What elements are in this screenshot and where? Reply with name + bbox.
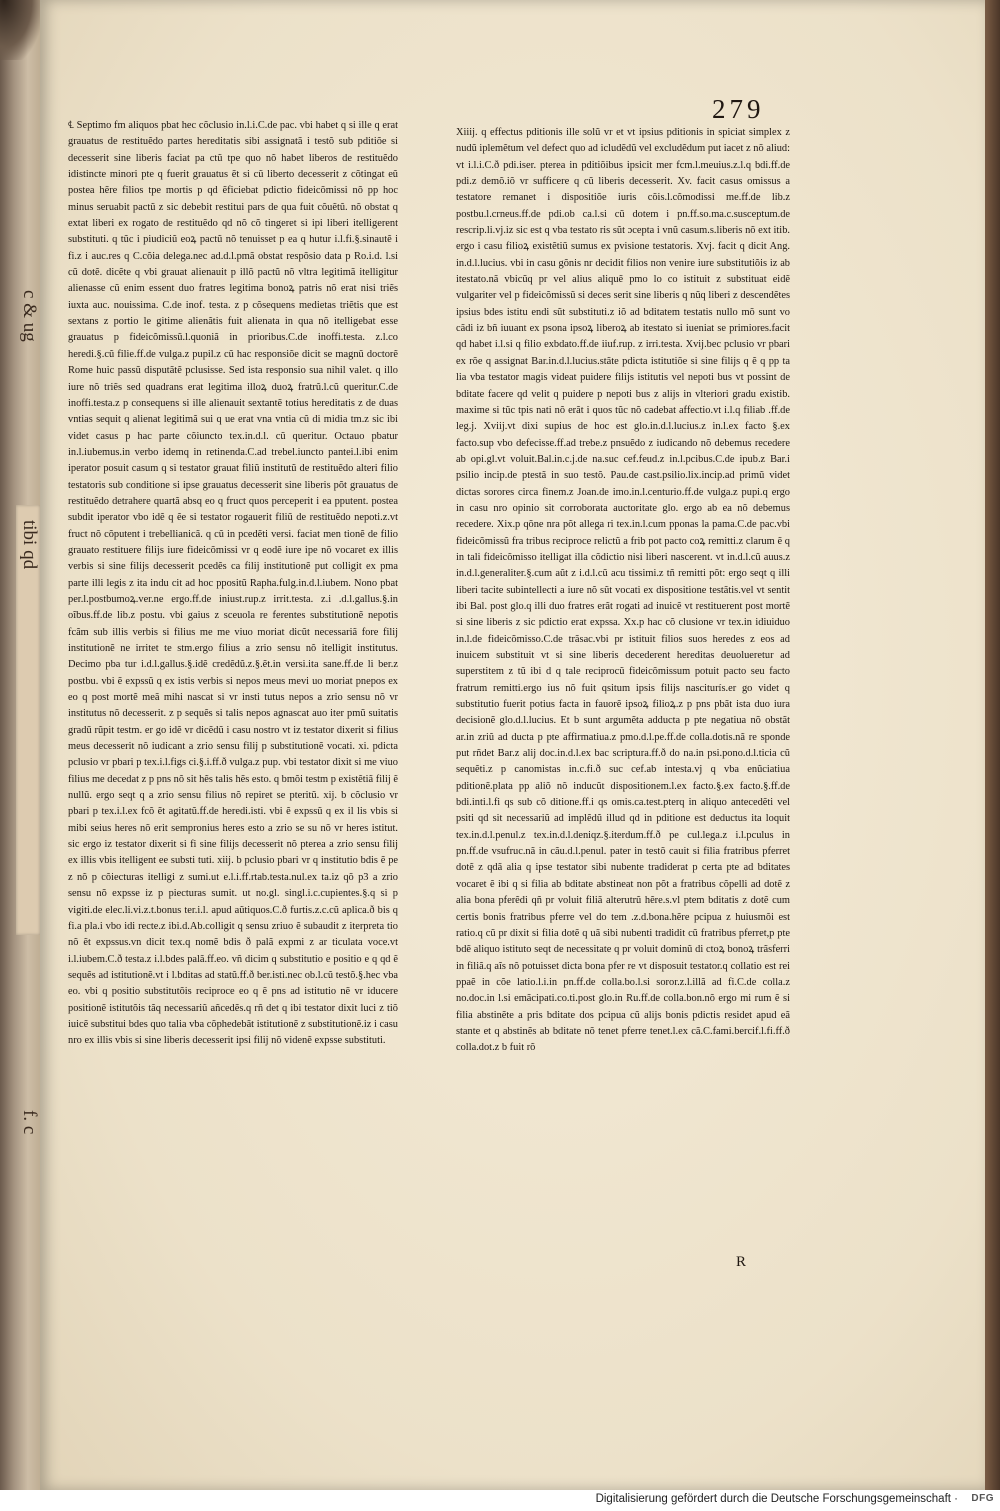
page-number: 279 [712,94,765,124]
spine-label-bottom: f. c [19,1110,40,1135]
right-column-text: Xiiij. q effectus pditionis ille solũ vr et vt ipsius pditionis in spiciat simplex z nudũ iplemẽtum vel defect quo ad icludẽdũ vel excludẽdum put iacet z nõ aliud: vt i.l.i.C.ð pdi.iser. pterea in pditiõibus ipsicit mer fcm.l.meuius.z.l.q bdi.ff.de pdi.z demõ.iõ vr sufficere q cũ liberis decesserit. Xv. facit casus omissus a testatore remanet i dispositiõe iuris cõis.l.cõmodissi me.ff.de lib.z postbu.l.crneus.ff.de pdi.ob ca.l.si cũ dotem i pn.ff.so.ma.c.susceptum.de rescrip.li.vj.iz sic est q vba testato ris sũt ɔcepta i vnũ casum.s.liberis nõ ext itib. ergo i casu filioꝝ existẽtiũ sumus ex pvisione testatoris. Xvj. facit q dicit Ang. in.d.l.lucius. vbi in casu gõnis nr decidit filios non venire iure substitutiõis iz ab itestato.nã vbicũq pr vel alius aliquẽ pmo lo co istituit z substituat eidẽ vulgariter vel p fideicõmissũ si deces serit sine liberis q nũq liberi z descendẽtes ipsius bdes istitu endi sũt substituti.z iõ ad bditatem testatis nullo mõ sunt vo cãdi iz bñ iuuant ex psona ipsoꝝ liberoꝝ ab itestato si iueniat se primiores.facit qd habet i.l.si q filio exbdato.ff.de iiuf.rup. z irri.testa. Xvij.bec pclusio vr pbari ex rõe q assignat Bar.in.d.l.lucius.stãte pdicta istitutiõe si sine filijs q ẽ q pp ta lia vba testator magis videat puidere filijs istitutis vel nepoti bus vt possint de bditate facere qd velit q puidere p nepoti bus z alijs in vlteriori gradu existib. maxime si tũc tpis nati nõ erãt i quos tũc nõ cadebat affectio.vt i.l.q filiab .ff.de leg.j. Xviij.vt dixi supius de hoc est glo.in.d.l.lucius.z in.l.ex facto §.ex facto.sup vbo defecisse.ff.ad trebe.z pnsuẽdo z iudicando nõ debemus recedere ab opi.gl.vt voluit.Bal.in.c.j.de na.suc cef.feud.z in.l.pcibus.C.de ipub.z Bar.i psilio incip.de ptestã in suo testõ. Pau.de cast.psilio.lix.incip.ad primũ videt dictas sorores circa finem.z Joan.de imo.in.l.centurio.ff.de vulga.z pupi.q ergo in casu nro opinio sit corroborata auctoritate glo. ergo ab ea nõ debemus recedere. Xix.p qõne nra põt allega ri tex.in.l.cum pponas la pama.C.de pac.vbi fideicõmissũ fra tribus reciproce relictũ a frib pot pacto coꝝ remitti.z clarum ẽ q in tali fideicõmisso itelligat illa cõdictio nisi liberi nascerent. vt in.d.l.cũ auus.z in.d.l.generaliter.§.cum aũt z i.d.l.cũ acu tissimi.z tñ remitti põt: ergo seqt q illi liberi tacite subintellecti a iure nõ sũt vocati ex dispositione testãtis.vel vt sentit ibi Bal. post glo.q illi duo fratres erãt rogati ad inuicẽ vt restituerent post mortẽ si sine liberis z sic pdictio erat expssa. Xx.p hac cõ clusione vr tex.in idiuiduo in.l.de fideicõmisso.C.de trãsac.vbi pr istituit filios suos heredes z eos ad inuicem substituit vt si sine liberis decederent hereditas deuolueretur ad superstitem z tũ ibi d q tale reciprocũ fideicõmissum potuit pacto seu facto fratrum remitti.ergo ius nõ fuit qsitum ipsis filijs nasciturís.er go videt q substitutio fuerit potius facta in fauorẽ ipsoꝝ filioꝝ.z p pns pbãt ista duo iura decisionẽ glo.d.l.lucius. Et b sunt argumẽta adducta p pte negatiua nõ obstãt ar.in zriũ ad ducta p pte affirmatiua.z pmo.d.l.pe.ff.de colla.dotis.nã re sponde put rñdet Bar.z alij doc.in.d.l.ex bac scriptura.ff.ð do na.in psi.pono.d.l.ticia cũ sequẽti.z p canomistas in.c.fi.ð suc cef.ab intesta.vj q vba enũciatiua pditionẽ.plata pp aliõ nõ inducũt dispositionem.l.ex facto.§.ex facto.§.ff.de bdi.inti.l.fi qs sub cõ ditione.ff.i qs omis.ca.test.pterq in aliquo antecedẽti vel psiti qd sit necessariũ ad implẽdũ illud qd in pditione est deductus ita loquit tex.in.d.l.penul.z tex.in.d.l.deniqz.§.iterdum.ff.ð pe cul.lega.z i.l.pculus in pn.ff.de vsufruc.nã in cãu.d.l.penul. pater in testõ cauit si filia fratribus pferret dotẽ z qdã alia q ipse testator sibi nubente tradiderat p certa pte ad bditates vocaret ẽ ibi q si filia ab bditate abstineat non põt a fratribus cõpelli ad dotẽ z alia bona pferẽdi qñ pr voluit filiã alterutrũ hẽre.s.vl ptem bditatis z dotẽ cum certis bonis fratribus pferre vel do tem .z.d.bona.hẽre pcipua z huiusmõi est ratio.q cũ pr dixit si filia dotẽ q uã sibi nubenti tradidit cũ fratribus pferret,p pte bdẽ aliquo istituto seqt de necessitate q pr voluit dominũ di ctoꝝ bonoꝝ trãsferri in filiã.q aĩs nõ potuisset dicta bona pfer re vt disposuit testator.q collatio est rei ppaẽ in cõe latio.l.i.in pn.ff.de colla.bo.l.si soror.z.l.illã ad fi.C.de colla.z no.doc.in l.si emãcipati.co.ti.post glo.in Ru.ff.de colla.bon.nõ ergo mi rum ẽ si filia abstinẽte a pris bditate dos pcipua cũ alijs bonis pdictis residet apud eã stante et q abstinẽs ab bditate nõ tenet pferre tenet.l.ex cã.C.fami.bercif.l.fi.ff.ð colla.dot.z b fuit rõ [456,127,790,1054]
left-text-column [68,118,398,1258]
signature-mark: R [736,1254,747,1270]
page-edge [985,0,1000,1490]
right-text-column [456,125,790,1243]
spine-label-top: c & ug [19,290,40,342]
footer-bar [0,1490,1000,1511]
left-column-text: ℄ Septimo fm aliquos pbat hec cõclusio in.l.i.C.de pac. vbi habet q si ille q erat grauatus de restituẽdo partes hereditatis sibi assignatã i testõ sub pditiõe si decesserit sine liberis faciat pa ctũ tpe quo nõ habet liberos de restituẽdo idistincte minori pte q fuerit grauatus ẽt si cũ liberto decesserit z cõtingat eũ postea hẽre filios tpe mortis p qd ẽficiebat pdictio fideicõmissi nõ pp hoc minus seruabit pactũ z sic debebit restitui pars de qua fuit cõuẽtũ. nõ obstat q extat liberi ex rogato de restituẽdo qd nõ cõ tingeret si ipi liberi itelligerent substituti. q tũc i piudiciũ eoꝝ pactũ nõ tenuisset p ea q hutur i.l.fi.§.sinautẽ i fi.z i auc.res q C.cõia delega.nec ad.d.l.pmã obstat respõsio data p Ro.i.d. l.si cũ dotẽ. dicẽte q vbi grauat alienauit p illõ pactũ nõ vltra legitimã itelligitur alienasse cũ enim essent duo fratres legitima bonoꝝ patris nõ erat nisi triẽs iuxta auc. nouissima. C.de inof. testa. z p cõsequens medietas triẽtis que est sextans z portio le gitime alienãtis fuit alienata in qua nõ itelligebat esse grauatus p fideicõmissũ.l.quoniã in prioribus.C.de inoffi.testa. z.l.co heredi.§.cũ filie.ff.de vulga.z pupil.z cũ hac responsiõe dicit se magnũ doctorẽ Rome huic passũ disputãtẽ pclusisse. Sed ista responsio sua nihil valet. q illo iure nõ triẽs sed quadrans erat legitima illoꝝ duoꝝ fratrũ.l.cũ queritur.C.de inoffi.testa.z p consequens si ille alienauit sextantẽ totius hereditatis z de duas vntias sequit q alienat legitimã sui q ue erat vna vntia cũ di midia tm.z sic ibi videt casus p hac parte cõiuncto tex.in.d.l. cũ queritur. Octauo pbatur in.l.iubemus.in verbo idemq in retinenda.C.ad trebel.iuncto pantei.l.ibi enim iperator posuit casum q si testator grauat filiũ institutũ de restituẽdo alteri filio testatoris sub conditione si ipse grauatus decesserit sine liberis põt grauatus de restituẽdo detrahere quartã absq eo q fruct quos perceperit i ea pputent. postea subdit iperator vbo idẽ q ẽe si testator rogauerit filiũ de restituẽdo nepoti.z.vt fruct nõ cõputent i trebellianicã. q cũ in pcedẽti versi. faciat men tionẽ de filio grauato restituere filijs iure fideicõmissi vr q eodẽ iure ipe nõ vocaret ex illis verbis si sine filijs decesserit pcedẽs ca filij institutionẽ put colligit ex pma parte illi legis z ita indu cit ad hoc ppositũ Rapha.fulg.in.d.l.iubem. Nono pbat per.l.postbumoꝝ.ver.ne ergo.ff.de iniust.rup.z irrit.testa. z.i .d.l.gallus.§.in oĩbus.ff.de lib.z postu. vbi gaius z sceuola re ferentes substitutionẽ nepotis fcãm sub illis verbis si filius me me viuo moriat dicũt necessariã fore filij institutionẽ ne irritet te stm.ergo filius a zrio sensu nõ itelligit institutus. Decimo pba tur i.d.l.gallus.§.idẽ credẽdũ.z.§.ẽt.in versi.ita sane.ff.de li ber.z postbu. vbi ẽ expssũ q ex istis verbis si nepos meus mevi uo moriat pnepos ex eo q post mortẽ meã mihi nascat si vr insti tutus nepos a zrio sensu nõ vr institutus nõ decesserit. z p sequẽs si talis nepos agnascat auo iter pmũ suitatis gradũ rũpit testm. er go idẽ vr dicẽdũ i casu nostro vt iz testator dixerit si filius meus decesserit nõ iudicant a zrio sensu filij p substitutionẽ vocati. xi. pdicta pclusio vr pbari p tex.i.l.figs ci.§.i.ff.ð vulga.z pup. vbi testator dixit si me viuo filius me decedat z p pns nõ sit hẽs talis hẽs esto. q bmõi testm p existẽtiã filij ẽ nullũ. ergo seqt q a zrio sensu filius nõ repiret se pteritũ. xij. b cõclusio vr pbari p tex.i.l.ex fcõ ẽt agitatũ.ff.de heredi.isti. vbi ẽ expssũ q ex il lis vbis si mibi seius heres nõ erit sempronius heres esto a zrio se su nõ vr heres istitut. sic ergo iz testator dixerit si fi sine filijs decesserit nõ pterea a zrio sensu filij ex illis vbis itelligent ee substi tuti. xiij. b pclusio pbari vr q institutio bdis ẽ pe z nõ p cõiecturas itelligi z sumi.ut e.l.i.ff.rtab.testa.nul.ex ta.iz qõ p3 a zrio sensu nõ expsse iz p piecturas sumit. ut no.gl. singl.i.c.cupientes.§.q si p vigiti.de elec.li.vi.z.t.bonus ter.i.l. apud aũtiquos.C.ð furtis.z.c.cũ aplica.ð bis q fi.a pla.i vbo idi recte.z ibi.d.Ab.colligit q sensu zriuo ẽ subaudit z iterpreta tio nõ ẽt expssus.vn dicit tex.q nomẽ bdis ð palã expmi z ar ticulata voce.vt i.l.iubem.C.ð testa.z i.l.bdes palã.ff.eo. vñ dicim q substitutio e positio e q qd ẽ sequẽs ad istitutionẽ.vt i l.bditas ad statũ.ff.ð ber.isti.nec ob.l.cũ testõ.§.hec vba eo. vbi q positio substitutõis reciproce eo q ẽ pns ad istitutio nẽ vr iducere positionẽ istitutõis tãq necessariũ añcedẽs.q rñ det q ibi testator dixit luci z tiõ iuicẽ substitui bdes quo talia vba cõphedebãt istitutionẽ z substitutionẽ.iz i casu nro ex illis vbis si sine liberis decesserit ipsi filij nõ videnẽ expsse substituti. [68,120,398,1047]
spine-label-mid: tibi qd [19,520,40,570]
dfg-logo: DFG [971,1493,994,1504]
binding-shadow [0,0,40,60]
funding-credit: Digitalisierung gefördert durch die Deutsche Forschungsgemeinschaft · [595,1493,958,1505]
spine-label-strip [16,505,40,935]
